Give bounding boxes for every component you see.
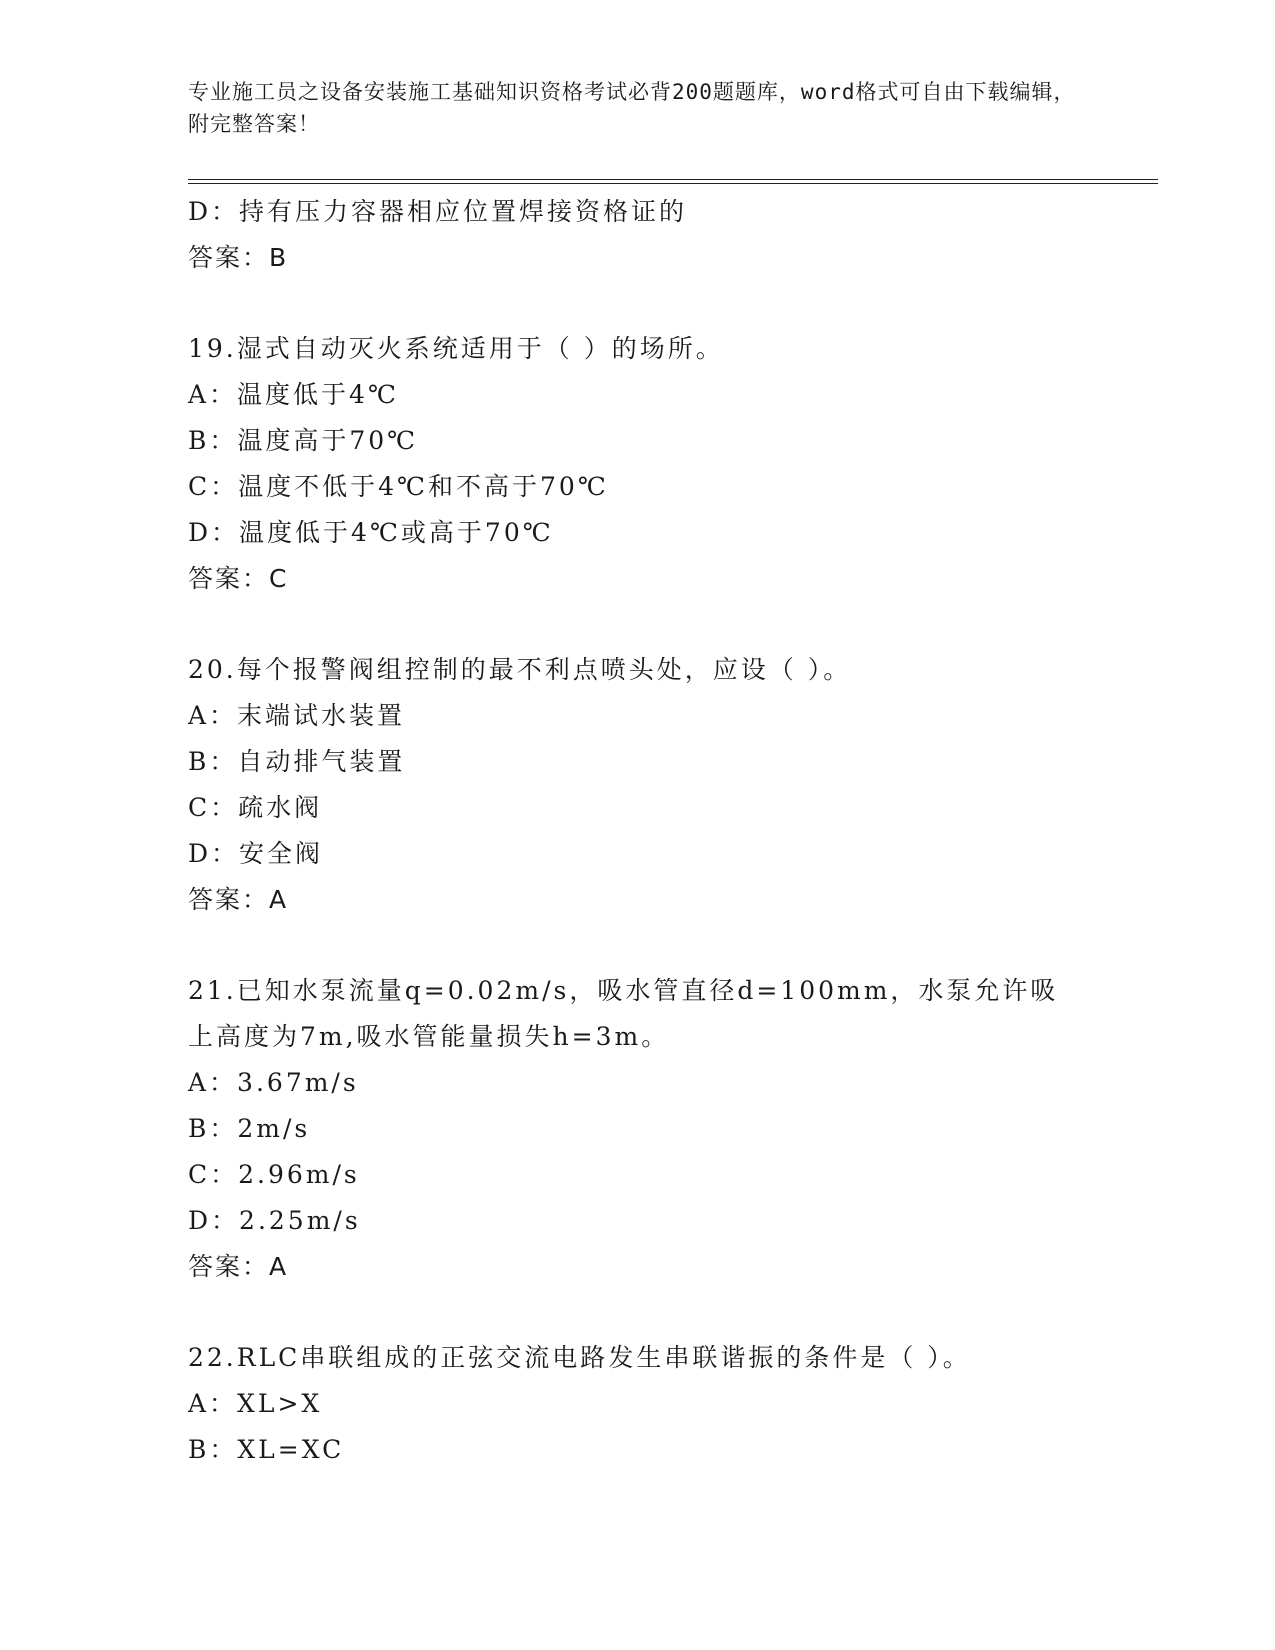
document-body xyxy=(188,189,1148,1473)
option-a: A：XL>X xyxy=(188,1389,323,1418)
option-d: D：安全阀 xyxy=(188,839,324,868)
answer: 答案：B xyxy=(188,243,289,272)
question-text: 20.每个报警阀组控制的最不利点喷头处，应设（ ）。 xyxy=(188,655,852,684)
option-b: B：温度高于70℃ xyxy=(188,426,419,455)
header-divider-bottom xyxy=(188,183,1158,184)
question-text: 22.RLC串联组成的正弦交流电路发生串联谐振的条件是（ ）。 xyxy=(188,1343,971,1372)
option-d: D：持有压力容器相应位置焊接资格证的 xyxy=(188,197,688,226)
question-text: 19.湿式自动灭火系统适用于（ ）的场所。 xyxy=(188,334,724,363)
option-a: A：3.67m/s xyxy=(188,1068,359,1097)
option-b: B：自动排气装置 xyxy=(188,747,406,776)
answer: 答案：C xyxy=(188,564,289,593)
option-c: C：温度不低于4℃和不高于70℃ xyxy=(188,472,609,501)
option-b: B：XL=XC xyxy=(188,1435,345,1464)
option-a: A：末端试水装置 xyxy=(188,701,406,730)
answer: 答案：A xyxy=(188,1252,289,1281)
option-d: D：2.25m/s xyxy=(188,1206,361,1235)
option-c: C：2.96m/s xyxy=(188,1160,360,1189)
question-text: 21.已知水泵流量q=0.02m/s，吸水管直径d=100mm，水泵允许吸上高度为7m,吸水管能量损失h=3m。 xyxy=(188,976,1059,1051)
option-d: D：温度低于4℃或高于70℃ xyxy=(188,518,554,547)
document-header: 专业施工员之设备安装施工基础知识资格考试必背200题题库，word格式可自由下载编辑，附完整答案！ xyxy=(188,80,1076,136)
header-divider-top xyxy=(188,179,1158,180)
answer: 答案：A xyxy=(188,885,289,914)
option-b: B：2m/s xyxy=(188,1114,311,1143)
option-a: A：温度低于4℃ xyxy=(188,380,399,409)
option-c: C：疏水阀 xyxy=(188,793,323,822)
